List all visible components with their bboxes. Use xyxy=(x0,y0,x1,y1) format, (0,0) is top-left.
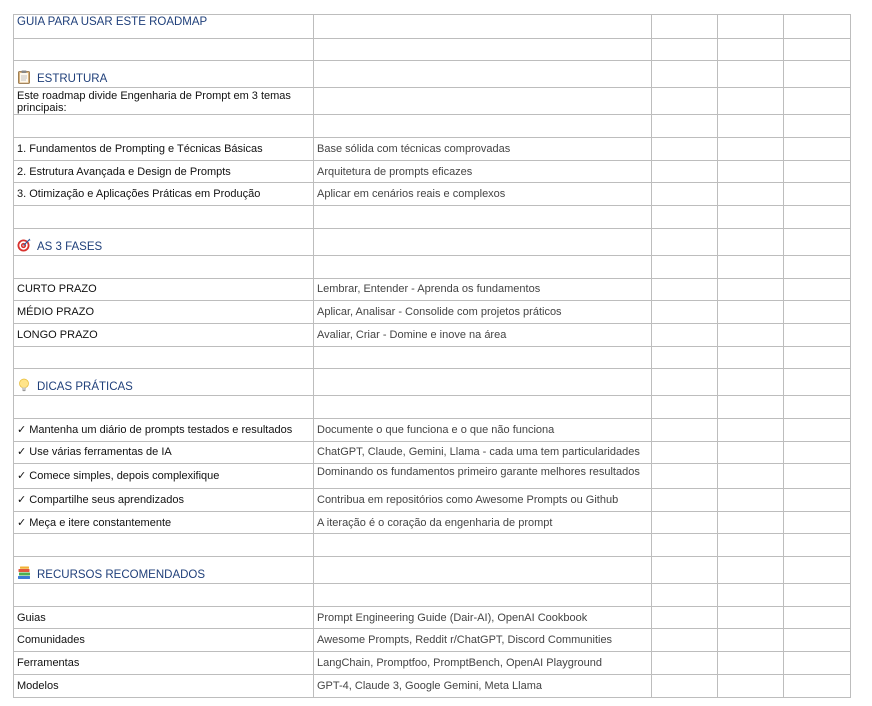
phases-heading-cell[interactable] xyxy=(14,228,314,255)
tip-row xyxy=(14,418,851,441)
cell[interactable] xyxy=(14,396,314,419)
cell[interactable] xyxy=(652,38,718,61)
cell[interactable] xyxy=(784,301,851,324)
sheet-row xyxy=(14,38,851,61)
cell[interactable] xyxy=(718,418,784,441)
cell[interactable] xyxy=(652,278,718,301)
sheet-row xyxy=(14,228,851,255)
cell[interactable] xyxy=(652,674,718,697)
cell[interactable] xyxy=(652,464,718,489)
cell[interactable] xyxy=(784,534,851,557)
sheet-row xyxy=(14,396,851,419)
theme-row xyxy=(14,160,851,183)
cell[interactable] xyxy=(784,346,851,369)
cell[interactable] xyxy=(652,396,718,419)
tip-row xyxy=(14,511,851,534)
cell[interactable] xyxy=(314,534,652,557)
structure-heading: ESTRUTURA xyxy=(37,73,108,86)
cell[interactable] xyxy=(14,584,314,607)
cell[interactable] xyxy=(652,534,718,557)
tip-row xyxy=(14,441,851,464)
phase-name[interactable]: MÉDIO PRAZO xyxy=(14,301,314,324)
cell[interactable] xyxy=(718,346,784,369)
cell[interactable] xyxy=(14,38,314,61)
tip-name[interactable]: ✓ Meça e itere constantemente xyxy=(14,511,314,534)
cell[interactable] xyxy=(652,160,718,183)
resource-name[interactable]: Modelos xyxy=(14,674,314,697)
cell[interactable] xyxy=(652,61,718,88)
sheet-row xyxy=(14,206,851,229)
cell[interactable] xyxy=(652,255,718,278)
cell[interactable] xyxy=(652,584,718,607)
cell[interactable] xyxy=(718,301,784,324)
cell[interactable] xyxy=(652,301,718,324)
cell[interactable] xyxy=(784,278,851,301)
resource-row xyxy=(14,629,851,652)
theme-row xyxy=(14,183,851,206)
cell[interactable] xyxy=(784,323,851,346)
cell[interactable] xyxy=(784,206,851,229)
phase-desc[interactable]: Lembrar, Entender - Aprenda os fundamentos xyxy=(314,278,652,301)
cell[interactable] xyxy=(652,115,718,138)
cell[interactable] xyxy=(314,584,652,607)
tip-name[interactable]: ✓ Comece simples, depois complexifique xyxy=(14,464,314,489)
cell[interactable] xyxy=(784,115,851,138)
resources-heading-cell[interactable] xyxy=(14,557,314,584)
sheet-row xyxy=(14,15,851,39)
sheet-row xyxy=(14,534,851,557)
cell[interactable] xyxy=(314,88,652,115)
phase-name[interactable]: CURTO PRAZO xyxy=(14,278,314,301)
cell[interactable] xyxy=(718,88,784,115)
tip-desc[interactable]: Dominando os fundamentos primeiro garante melhores resultados xyxy=(314,464,652,489)
cell[interactable] xyxy=(718,584,784,607)
cell[interactable] xyxy=(314,228,652,255)
cell[interactable] xyxy=(718,255,784,278)
cell[interactable] xyxy=(718,629,784,652)
cell[interactable] xyxy=(652,15,718,39)
cell[interactable] xyxy=(718,606,784,629)
cell[interactable] xyxy=(652,183,718,206)
resource-desc[interactable]: Awesome Prompts, Reddit r/ChatGPT, Discord Communities xyxy=(314,629,652,652)
cell[interactable] xyxy=(652,228,718,255)
theme-row xyxy=(14,138,851,161)
phase-row xyxy=(14,323,851,346)
cell[interactable] xyxy=(784,418,851,441)
cell[interactable] xyxy=(784,369,851,396)
cell[interactable] xyxy=(718,115,784,138)
theme-desc[interactable]: Arquitetura de prompts eficazes xyxy=(314,160,652,183)
cell[interactable] xyxy=(718,489,784,512)
cell[interactable] xyxy=(314,369,652,396)
roadmap-guide-sheet xyxy=(13,14,851,698)
cell[interactable] xyxy=(14,115,314,138)
cell[interactable] xyxy=(718,228,784,255)
tip-desc[interactable]: A iteração é o coração da engenharia de prompt xyxy=(314,511,652,534)
cell[interactable] xyxy=(784,61,851,88)
sheet-row xyxy=(14,557,851,584)
cell[interactable] xyxy=(784,15,851,39)
sheet-row xyxy=(14,61,851,88)
cell[interactable] xyxy=(784,183,851,206)
cell[interactable] xyxy=(718,652,784,675)
cell[interactable] xyxy=(14,346,314,369)
cell[interactable] xyxy=(314,15,652,39)
cell[interactable] xyxy=(718,138,784,161)
tip-desc[interactable]: ChatGPT, Claude, Gemini, Llama - cada uma tem particularidades xyxy=(314,441,652,464)
sheet-row xyxy=(14,369,851,396)
tip-desc[interactable]: Contribua em repositórios como Awesome Prompts ou Github xyxy=(314,489,652,512)
theme-name[interactable]: 1. Fundamentos de Prompting e Técnicas Básicas xyxy=(14,138,314,161)
resource-row xyxy=(14,606,851,629)
cell[interactable] xyxy=(652,606,718,629)
cell[interactable] xyxy=(784,396,851,419)
theme-desc[interactable]: Aplicar em cenários reais e complexos xyxy=(314,183,652,206)
tip-name[interactable]: ✓ Compartilhe seus aprendizados xyxy=(14,489,314,512)
resource-row xyxy=(14,674,851,697)
cell[interactable] xyxy=(652,511,718,534)
cell[interactable] xyxy=(652,206,718,229)
clipboard-icon xyxy=(17,70,31,84)
cell[interactable] xyxy=(718,160,784,183)
tips-heading-cell[interactable] xyxy=(14,369,314,396)
phase-name[interactable]: LONGO PRAZO xyxy=(14,323,314,346)
theme-name[interactable]: 2. Estrutura Avançada e Design de Prompts xyxy=(14,160,314,183)
cell[interactable] xyxy=(784,584,851,607)
cell[interactable] xyxy=(718,278,784,301)
cell[interactable] xyxy=(784,88,851,115)
cell[interactable] xyxy=(718,674,784,697)
phase-desc[interactable]: Avaliar, Criar - Domine e inove na área xyxy=(314,323,652,346)
cell[interactable] xyxy=(718,534,784,557)
cell[interactable] xyxy=(652,323,718,346)
cell[interactable] xyxy=(718,441,784,464)
cell[interactable] xyxy=(784,228,851,255)
resource-name[interactable]: Comunidades xyxy=(14,629,314,652)
resource-desc[interactable]: GPT-4, Claude 3, Google Gemini, Meta Llama xyxy=(314,674,652,697)
structure-intro[interactable]: Este roadmap divide Engenharia de Prompt em 3 temas principais: xyxy=(14,88,314,115)
cell[interactable] xyxy=(314,115,652,138)
cell[interactable] xyxy=(314,38,652,61)
resource-desc[interactable]: LangChain, Promptfoo, PromptBench, OpenAI Playground xyxy=(314,652,652,675)
cell[interactable] xyxy=(652,557,718,584)
tip-name[interactable]: ✓ Use várias ferramentas de IA xyxy=(14,441,314,464)
tip-row xyxy=(14,489,851,512)
cell[interactable] xyxy=(652,441,718,464)
cell[interactable] xyxy=(718,464,784,489)
structure-heading-cell[interactable] xyxy=(14,61,314,88)
resource-name[interactable]: Ferramentas xyxy=(14,652,314,675)
cell[interactable] xyxy=(652,88,718,115)
cell[interactable] xyxy=(784,464,851,489)
cell[interactable] xyxy=(784,557,851,584)
cell[interactable] xyxy=(14,206,314,229)
cell[interactable] xyxy=(718,38,784,61)
cell[interactable] xyxy=(718,369,784,396)
sheet-row xyxy=(14,255,851,278)
cell[interactable] xyxy=(314,346,652,369)
cell[interactable] xyxy=(784,629,851,652)
resource-desc[interactable]: Prompt Engineering Guide (Dair-AI), OpenAI Cookbook xyxy=(314,606,652,629)
cell[interactable] xyxy=(784,441,851,464)
cell[interactable] xyxy=(784,511,851,534)
cell[interactable] xyxy=(784,652,851,675)
phase-desc[interactable]: Aplicar, Analisar - Consolide com projetos práticos xyxy=(314,301,652,324)
tips-heading: DICAS PRÁTICAS xyxy=(37,381,133,394)
sheet-row xyxy=(14,346,851,369)
cell[interactable] xyxy=(14,534,314,557)
cell[interactable] xyxy=(314,206,652,229)
cell[interactable] xyxy=(784,489,851,512)
sheet-row xyxy=(14,115,851,138)
tip-row xyxy=(14,464,851,489)
cell[interactable] xyxy=(718,15,784,39)
cell[interactable] xyxy=(652,629,718,652)
cell[interactable] xyxy=(314,557,652,584)
lightbulb-icon xyxy=(17,378,31,392)
guide-title[interactable]: GUIA PARA USAR ESTE ROADMAP xyxy=(14,15,314,39)
cell[interactable] xyxy=(652,138,718,161)
cell[interactable] xyxy=(652,418,718,441)
cell[interactable] xyxy=(784,160,851,183)
cell[interactable] xyxy=(784,138,851,161)
resource-name[interactable]: Guias xyxy=(14,606,314,629)
cell[interactable] xyxy=(314,255,652,278)
cell[interactable] xyxy=(652,489,718,512)
cell[interactable] xyxy=(784,38,851,61)
tip-desc[interactable]: Documente o que funciona e o que não funciona xyxy=(314,418,652,441)
cell[interactable] xyxy=(14,255,314,278)
cell[interactable] xyxy=(784,606,851,629)
cell[interactable] xyxy=(718,183,784,206)
cell[interactable] xyxy=(314,396,652,419)
sheet-row xyxy=(14,584,851,607)
cell[interactable] xyxy=(718,511,784,534)
cell[interactable] xyxy=(718,396,784,419)
cell[interactable] xyxy=(784,255,851,278)
cell[interactable] xyxy=(652,369,718,396)
phases-heading: AS 3 FASES xyxy=(37,240,103,253)
resource-row xyxy=(14,652,851,675)
cell[interactable] xyxy=(718,206,784,229)
tip-name[interactable]: ✓ Mantenha um diário de prompts testados e resultados xyxy=(14,418,314,441)
resources-heading: RECURSOS RECOMENDADOS xyxy=(37,569,206,582)
cell[interactable] xyxy=(784,674,851,697)
cell[interactable] xyxy=(652,652,718,675)
cell[interactable] xyxy=(718,557,784,584)
phase-row xyxy=(14,301,851,324)
books-icon xyxy=(17,566,31,580)
theme-name[interactable]: 3. Otimização e Aplicações Práticas em Produção xyxy=(14,183,314,206)
target-icon xyxy=(17,238,31,252)
cell[interactable] xyxy=(718,61,784,88)
cell[interactable] xyxy=(314,61,652,88)
theme-desc[interactable]: Base sólida com técnicas comprovadas xyxy=(314,138,652,161)
cell[interactable] xyxy=(718,323,784,346)
sheet-row xyxy=(14,88,851,115)
phase-row xyxy=(14,278,851,301)
cell[interactable] xyxy=(652,346,718,369)
